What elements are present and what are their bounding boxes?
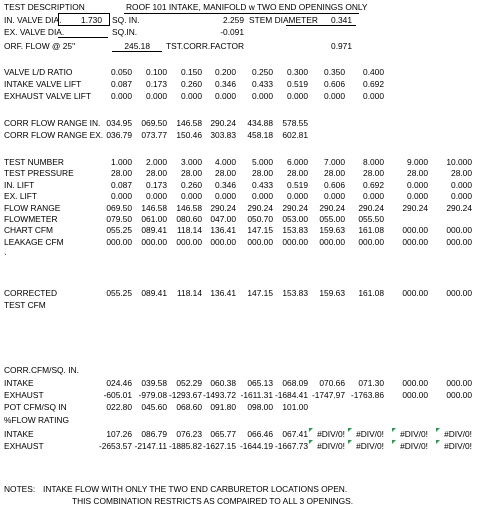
cell-value: 290.24 bbox=[247, 202, 273, 213]
cell-value: 089.41 bbox=[141, 225, 167, 236]
row-label: INTAKE bbox=[4, 429, 34, 439]
cell-value: -2147.11 bbox=[134, 441, 167, 451]
cell-value: 0.000 bbox=[215, 191, 236, 202]
notes-line-2: THIS COMBINATION RESTRICTS AS COMPAIRED TO ALL 3 OPENINGS. bbox=[72, 496, 354, 506]
cell-value: 28.00 bbox=[407, 168, 428, 179]
cell-value: 4.000 bbox=[215, 157, 236, 167]
cell-value: -1667.73 bbox=[274, 441, 308, 451]
cell-value: #DIV/0! bbox=[400, 429, 428, 439]
cell-value: 578.55 bbox=[282, 118, 308, 128]
row-label: TEST NUMBER bbox=[4, 157, 64, 167]
orf-flow-value: 245.18 bbox=[124, 41, 150, 51]
cell-value: 069.50 bbox=[141, 118, 167, 128]
cell-value: 073.77 bbox=[141, 130, 167, 140]
cell-value: 0.000 bbox=[287, 191, 308, 202]
cell-value: 0.346 bbox=[215, 179, 236, 190]
cell-value: 0.000 bbox=[215, 91, 236, 101]
ex-sq-in-label: SQ.IN. bbox=[112, 27, 138, 37]
row-label: EX. LIFT bbox=[4, 191, 38, 202]
cell-value: 000.00 bbox=[402, 378, 428, 388]
cell-value: 0.000 bbox=[324, 191, 345, 202]
error-indicator-icon bbox=[309, 428, 313, 432]
corrected-cell-value: 000.00 bbox=[402, 288, 428, 298]
cell-value: 067.41 bbox=[282, 429, 308, 439]
cell-value: 0.400 bbox=[363, 67, 384, 77]
cell-value: 0.606 bbox=[324, 179, 345, 190]
row-label: LEAKAGE CFM bbox=[4, 236, 64, 247]
corrected-cell-value: 118.14 bbox=[177, 288, 202, 298]
cell-value: 0.000 bbox=[407, 179, 428, 190]
cell-value: 000.00 bbox=[446, 378, 472, 388]
cell-value: #DIV/0! bbox=[356, 429, 384, 439]
cell-value: 0.250 bbox=[252, 67, 273, 77]
stem-diameter-value: 0.341 bbox=[331, 15, 352, 25]
cell-value: -979.08 bbox=[138, 390, 167, 400]
cell-value: 0.000 bbox=[146, 91, 167, 101]
cell-value: 0.260 bbox=[181, 179, 202, 190]
error-indicator-icon bbox=[392, 440, 396, 444]
cell-value: 000.00 bbox=[402, 236, 428, 247]
row-label: CORR FLOW RANGE IN. bbox=[4, 118, 101, 128]
cell-value: 101.00 bbox=[282, 402, 308, 412]
cell-value: 3.000 bbox=[181, 157, 202, 167]
error-indicator-icon bbox=[309, 440, 313, 444]
cell-value: 146.58 bbox=[176, 118, 202, 128]
corrected-cell-value: 153.83 bbox=[282, 288, 308, 298]
corrected-label-line-1: CORRECTED bbox=[4, 288, 58, 298]
stem-diameter-label: STEM DIAMETER bbox=[249, 15, 318, 25]
cell-value: 28.00 bbox=[215, 168, 236, 179]
cell-value: 000.00 bbox=[176, 236, 202, 247]
cell-value: #DIV/0! bbox=[400, 441, 428, 451]
cell-value: 0.000 bbox=[111, 191, 132, 202]
cell-value: 146.58 bbox=[141, 202, 167, 213]
row-label: FLOWMETER bbox=[4, 214, 58, 224]
cell-value: 050.70 bbox=[247, 214, 273, 224]
ex-sq-in-value: -0.091 bbox=[220, 27, 244, 37]
notes-line-1: INTAKE FLOW WITH ONLY THE TWO END CARBURETOR LOCATIONS OPEN. bbox=[43, 484, 348, 494]
cell-value: 0.000 bbox=[287, 91, 308, 101]
cell-value: 107.26 bbox=[106, 429, 132, 439]
cell-value: -1627.15 bbox=[202, 441, 236, 451]
cell-value: 070.66 bbox=[319, 378, 345, 388]
cell-value: 0.260 bbox=[181, 79, 202, 89]
cell-value: -1493.72 bbox=[202, 390, 236, 400]
cell-value: 153.83 bbox=[282, 225, 308, 236]
cell-value: 147.15 bbox=[247, 225, 273, 236]
row-label: FLOW RANGE bbox=[4, 202, 61, 213]
cell-value: 290.24 bbox=[358, 202, 384, 213]
cell-value: 8.000 bbox=[363, 157, 384, 167]
error-indicator-icon bbox=[348, 428, 352, 432]
cell-value: 034.95 bbox=[106, 118, 132, 128]
cell-value: 0.087 bbox=[111, 79, 132, 89]
row-label: CHART CFM bbox=[4, 225, 54, 236]
corrected-cell-value: 159.63 bbox=[319, 288, 345, 298]
cell-value: 0.000 bbox=[181, 191, 202, 202]
corrected-cell-value: 055.25 bbox=[106, 288, 132, 298]
cell-value: 045.60 bbox=[141, 402, 167, 412]
cell-value: 290.24 bbox=[402, 202, 428, 213]
cell-value: 036.79 bbox=[106, 130, 132, 140]
cell-value: 290.24 bbox=[446, 202, 472, 213]
cell-value: 060.38 bbox=[210, 378, 236, 388]
cell-value: 28.00 bbox=[146, 168, 167, 179]
cell-value: 0.000 bbox=[181, 91, 202, 101]
cell-value: 071.30 bbox=[358, 378, 384, 388]
cell-value: 0.000 bbox=[451, 179, 472, 190]
row-label: EXHAUST bbox=[4, 441, 44, 451]
cell-value: 022.80 bbox=[106, 402, 132, 412]
cell-value: 0.173 bbox=[146, 79, 167, 89]
cell-value: 28.00 bbox=[363, 168, 384, 179]
tst-corr-factor-value: 0.971 bbox=[331, 41, 352, 51]
cell-value: 28.00 bbox=[252, 168, 273, 179]
cell-value: 0.346 bbox=[215, 79, 236, 89]
cell-value: 065.13 bbox=[247, 378, 273, 388]
error-indicator-icon bbox=[348, 440, 352, 444]
cell-value: 0.000 bbox=[363, 191, 384, 202]
corrected-label-line-2: TEST CFM bbox=[4, 300, 46, 310]
cell-value: 150.46 bbox=[176, 130, 202, 140]
cell-value: 0.000 bbox=[363, 91, 384, 101]
cell-value: 0.000 bbox=[252, 91, 273, 101]
cell-value: -605.01 bbox=[103, 390, 132, 400]
cell-value: #DIV/0! bbox=[317, 429, 345, 439]
cell-value: 159.63 bbox=[319, 225, 345, 236]
cell-value: 290.24 bbox=[210, 118, 236, 128]
cell-value: 000.00 bbox=[402, 390, 428, 400]
cell-value: 000.00 bbox=[446, 236, 472, 247]
ex-valve-dia-label: EX. VALVE DIA. bbox=[4, 27, 65, 37]
cell-value: 0.000 bbox=[407, 191, 428, 202]
corrected-cell-value: 089.41 bbox=[141, 288, 167, 298]
cell-value: 161.08 bbox=[358, 225, 384, 236]
cell-value: 068.09 bbox=[282, 378, 308, 388]
cell-value: 066.46 bbox=[247, 429, 273, 439]
cell-value: 118.14 bbox=[177, 225, 202, 236]
cell-value: #DIV/0! bbox=[444, 441, 472, 451]
row-label: EXHAUST bbox=[4, 390, 44, 400]
cell-value: 065.77 bbox=[210, 429, 236, 439]
cell-value: 290.24 bbox=[210, 202, 236, 213]
corrected-cell-value: 000.00 bbox=[446, 288, 472, 298]
cell-value: 000.00 bbox=[319, 236, 345, 247]
cell-value: 039.58 bbox=[141, 378, 167, 388]
cell-value: 000.00 bbox=[282, 236, 308, 247]
cell-value: 0.692 bbox=[363, 179, 384, 190]
row-label: INTAKE bbox=[4, 378, 34, 388]
cell-value: 0.000 bbox=[451, 191, 472, 202]
row-label: IN. LIFT bbox=[4, 179, 35, 190]
cell-value: 000.00 bbox=[446, 390, 472, 400]
row-label: INTAKE VALVE LIFT bbox=[4, 79, 82, 89]
cell-value: 055.25 bbox=[106, 225, 132, 236]
cell-value: 000.00 bbox=[106, 236, 132, 247]
cell-value: 091.80 bbox=[210, 402, 236, 412]
cell-value: -1644.19 bbox=[239, 441, 273, 451]
cell-value: -1747.97 bbox=[311, 390, 345, 400]
cell-value: 0.000 bbox=[324, 91, 345, 101]
cell-value: 28.00 bbox=[181, 168, 202, 179]
cell-value: 0.350 bbox=[324, 67, 345, 77]
row-label: TEST PRESSURE bbox=[4, 168, 74, 179]
error-indicator-icon bbox=[436, 428, 440, 432]
cell-value: -2653.57 bbox=[98, 441, 132, 451]
cell-value: 6.000 bbox=[287, 157, 308, 167]
cell-value: 458.18 bbox=[247, 130, 273, 140]
cell-value: 0.100 bbox=[146, 67, 167, 77]
orf-flow-label: ORF. FLOW @ 25" bbox=[4, 41, 76, 51]
in-sq-in-value: 2.259 bbox=[223, 15, 244, 25]
cell-value: 0.150 bbox=[181, 67, 202, 77]
row-label: POT CFM/SQ IN bbox=[4, 402, 67, 412]
cell-value: 080.60 bbox=[176, 214, 202, 224]
cell-value: 28.00 bbox=[287, 168, 308, 179]
cell-value: 0.000 bbox=[111, 91, 132, 101]
cell-value: #DIV/0! bbox=[444, 429, 472, 439]
cell-value: 0.433 bbox=[252, 79, 273, 89]
cell-value: 0.173 bbox=[146, 179, 167, 190]
cell-value: 069.50 bbox=[106, 202, 132, 213]
cell-value: 024.46 bbox=[106, 378, 132, 388]
cell-value: 28.00 bbox=[451, 168, 472, 179]
cell-value: 1.000 bbox=[111, 157, 132, 167]
cell-value: 0.519 bbox=[287, 79, 308, 89]
row-label: CORR FLOW RANGE EX. bbox=[4, 130, 104, 140]
cell-value: 434.88 bbox=[247, 118, 273, 128]
row-label: EXHAUST VALVE LIFT bbox=[4, 91, 92, 101]
test-description-underline bbox=[124, 13, 359, 14]
notes-label: NOTES: bbox=[4, 484, 36, 494]
cell-value: 2.000 bbox=[146, 157, 167, 167]
cell-value: 086.79 bbox=[141, 429, 167, 439]
cell-value: 061.00 bbox=[141, 214, 167, 224]
cell-value: 055.50 bbox=[358, 214, 384, 224]
cell-value: 0.000 bbox=[146, 191, 167, 202]
cell-value: 9.000 bbox=[407, 157, 428, 167]
cell-value: 098.00 bbox=[247, 402, 273, 412]
corrected-cell-value: 147.15 bbox=[247, 288, 273, 298]
cell-value: #DIV/0! bbox=[317, 441, 345, 451]
cell-value: -1684.41 bbox=[274, 390, 308, 400]
in-valve-dia-label: IN. VALVE DIA. bbox=[4, 15, 62, 25]
cell-value: 0.300 bbox=[287, 67, 308, 77]
error-indicator-icon bbox=[436, 440, 440, 444]
cell-value: -1293.67 bbox=[168, 390, 202, 400]
corr-cfm-title: CORR.CFM/SQ. IN. bbox=[4, 365, 79, 375]
cell-value: 28.00 bbox=[324, 168, 345, 179]
cell-value: 000.00 bbox=[247, 236, 273, 247]
cell-value: -1611.31 bbox=[240, 390, 273, 400]
cell-value: 5.000 bbox=[252, 157, 273, 167]
stem-diameter-underline bbox=[286, 25, 356, 26]
cell-value: 055.00 bbox=[319, 214, 345, 224]
cell-value: 303.83 bbox=[210, 130, 236, 140]
test-description-value: ROOF 101 INTAKE, MANIFOLD w TWO END OPENINGS ONLY bbox=[126, 2, 368, 12]
cell-value: 7.000 bbox=[324, 157, 345, 167]
cell-value: 0.087 bbox=[111, 179, 132, 190]
cell-value: 28.00 bbox=[111, 168, 132, 179]
cell-value: -1763.86 bbox=[350, 390, 384, 400]
in-sq-in-label: SQ. IN. bbox=[112, 15, 140, 25]
cell-value: 000.00 bbox=[210, 236, 236, 247]
error-indicator-icon bbox=[392, 428, 396, 432]
cell-value: 290.24 bbox=[282, 202, 308, 213]
test-description-label: TEST DESCRIPTION bbox=[4, 2, 85, 12]
cell-value: 000.00 bbox=[141, 236, 167, 247]
cell-value: 0.000 bbox=[252, 191, 273, 202]
cell-value: 068.60 bbox=[176, 402, 202, 412]
cell-value: 10.000 bbox=[446, 157, 472, 167]
cell-value: 079.50 bbox=[106, 214, 132, 224]
flow-rating-title: %FLOW RATING bbox=[4, 415, 69, 425]
cell-value: 0.606 bbox=[324, 79, 345, 89]
corrected-cell-value: 161.08 bbox=[358, 288, 384, 298]
cell-value: -1885.82 bbox=[168, 441, 202, 451]
in-valve-dia-value: 1.730 bbox=[81, 15, 102, 25]
cell-value: 602.81 bbox=[282, 130, 308, 140]
cell-value: 0.692 bbox=[363, 79, 384, 89]
stray-mark: ` bbox=[4, 252, 7, 262]
cell-value: 000.00 bbox=[358, 236, 384, 247]
cell-value: 0.200 bbox=[215, 67, 236, 77]
cell-value: #DIV/0! bbox=[356, 441, 384, 451]
row-label: VALVE L/D RATIO bbox=[4, 67, 73, 77]
cell-value: 047.00 bbox=[210, 214, 236, 224]
cell-value: 000.00 bbox=[402, 225, 428, 236]
corrected-cell-value: 136.41 bbox=[210, 288, 236, 298]
cell-value: 000.00 bbox=[446, 225, 472, 236]
orf-flow-underline bbox=[112, 51, 162, 52]
cell-value: 290.24 bbox=[319, 202, 345, 213]
cell-value: 053.00 bbox=[282, 214, 308, 224]
cell-value: 146.58 bbox=[176, 202, 202, 213]
cell-value: 0.519 bbox=[287, 179, 308, 190]
cell-value: 076.23 bbox=[176, 429, 202, 439]
cell-value: 0.433 bbox=[252, 179, 273, 190]
cell-value: 136.41 bbox=[210, 225, 236, 236]
ex-valve-dia-underline[interactable] bbox=[58, 37, 108, 38]
cell-value: 052.29 bbox=[176, 378, 202, 388]
cell-value: 0.050 bbox=[111, 67, 132, 77]
tst-corr-factor-label: TST.CORR.FACTOR bbox=[166, 41, 245, 51]
